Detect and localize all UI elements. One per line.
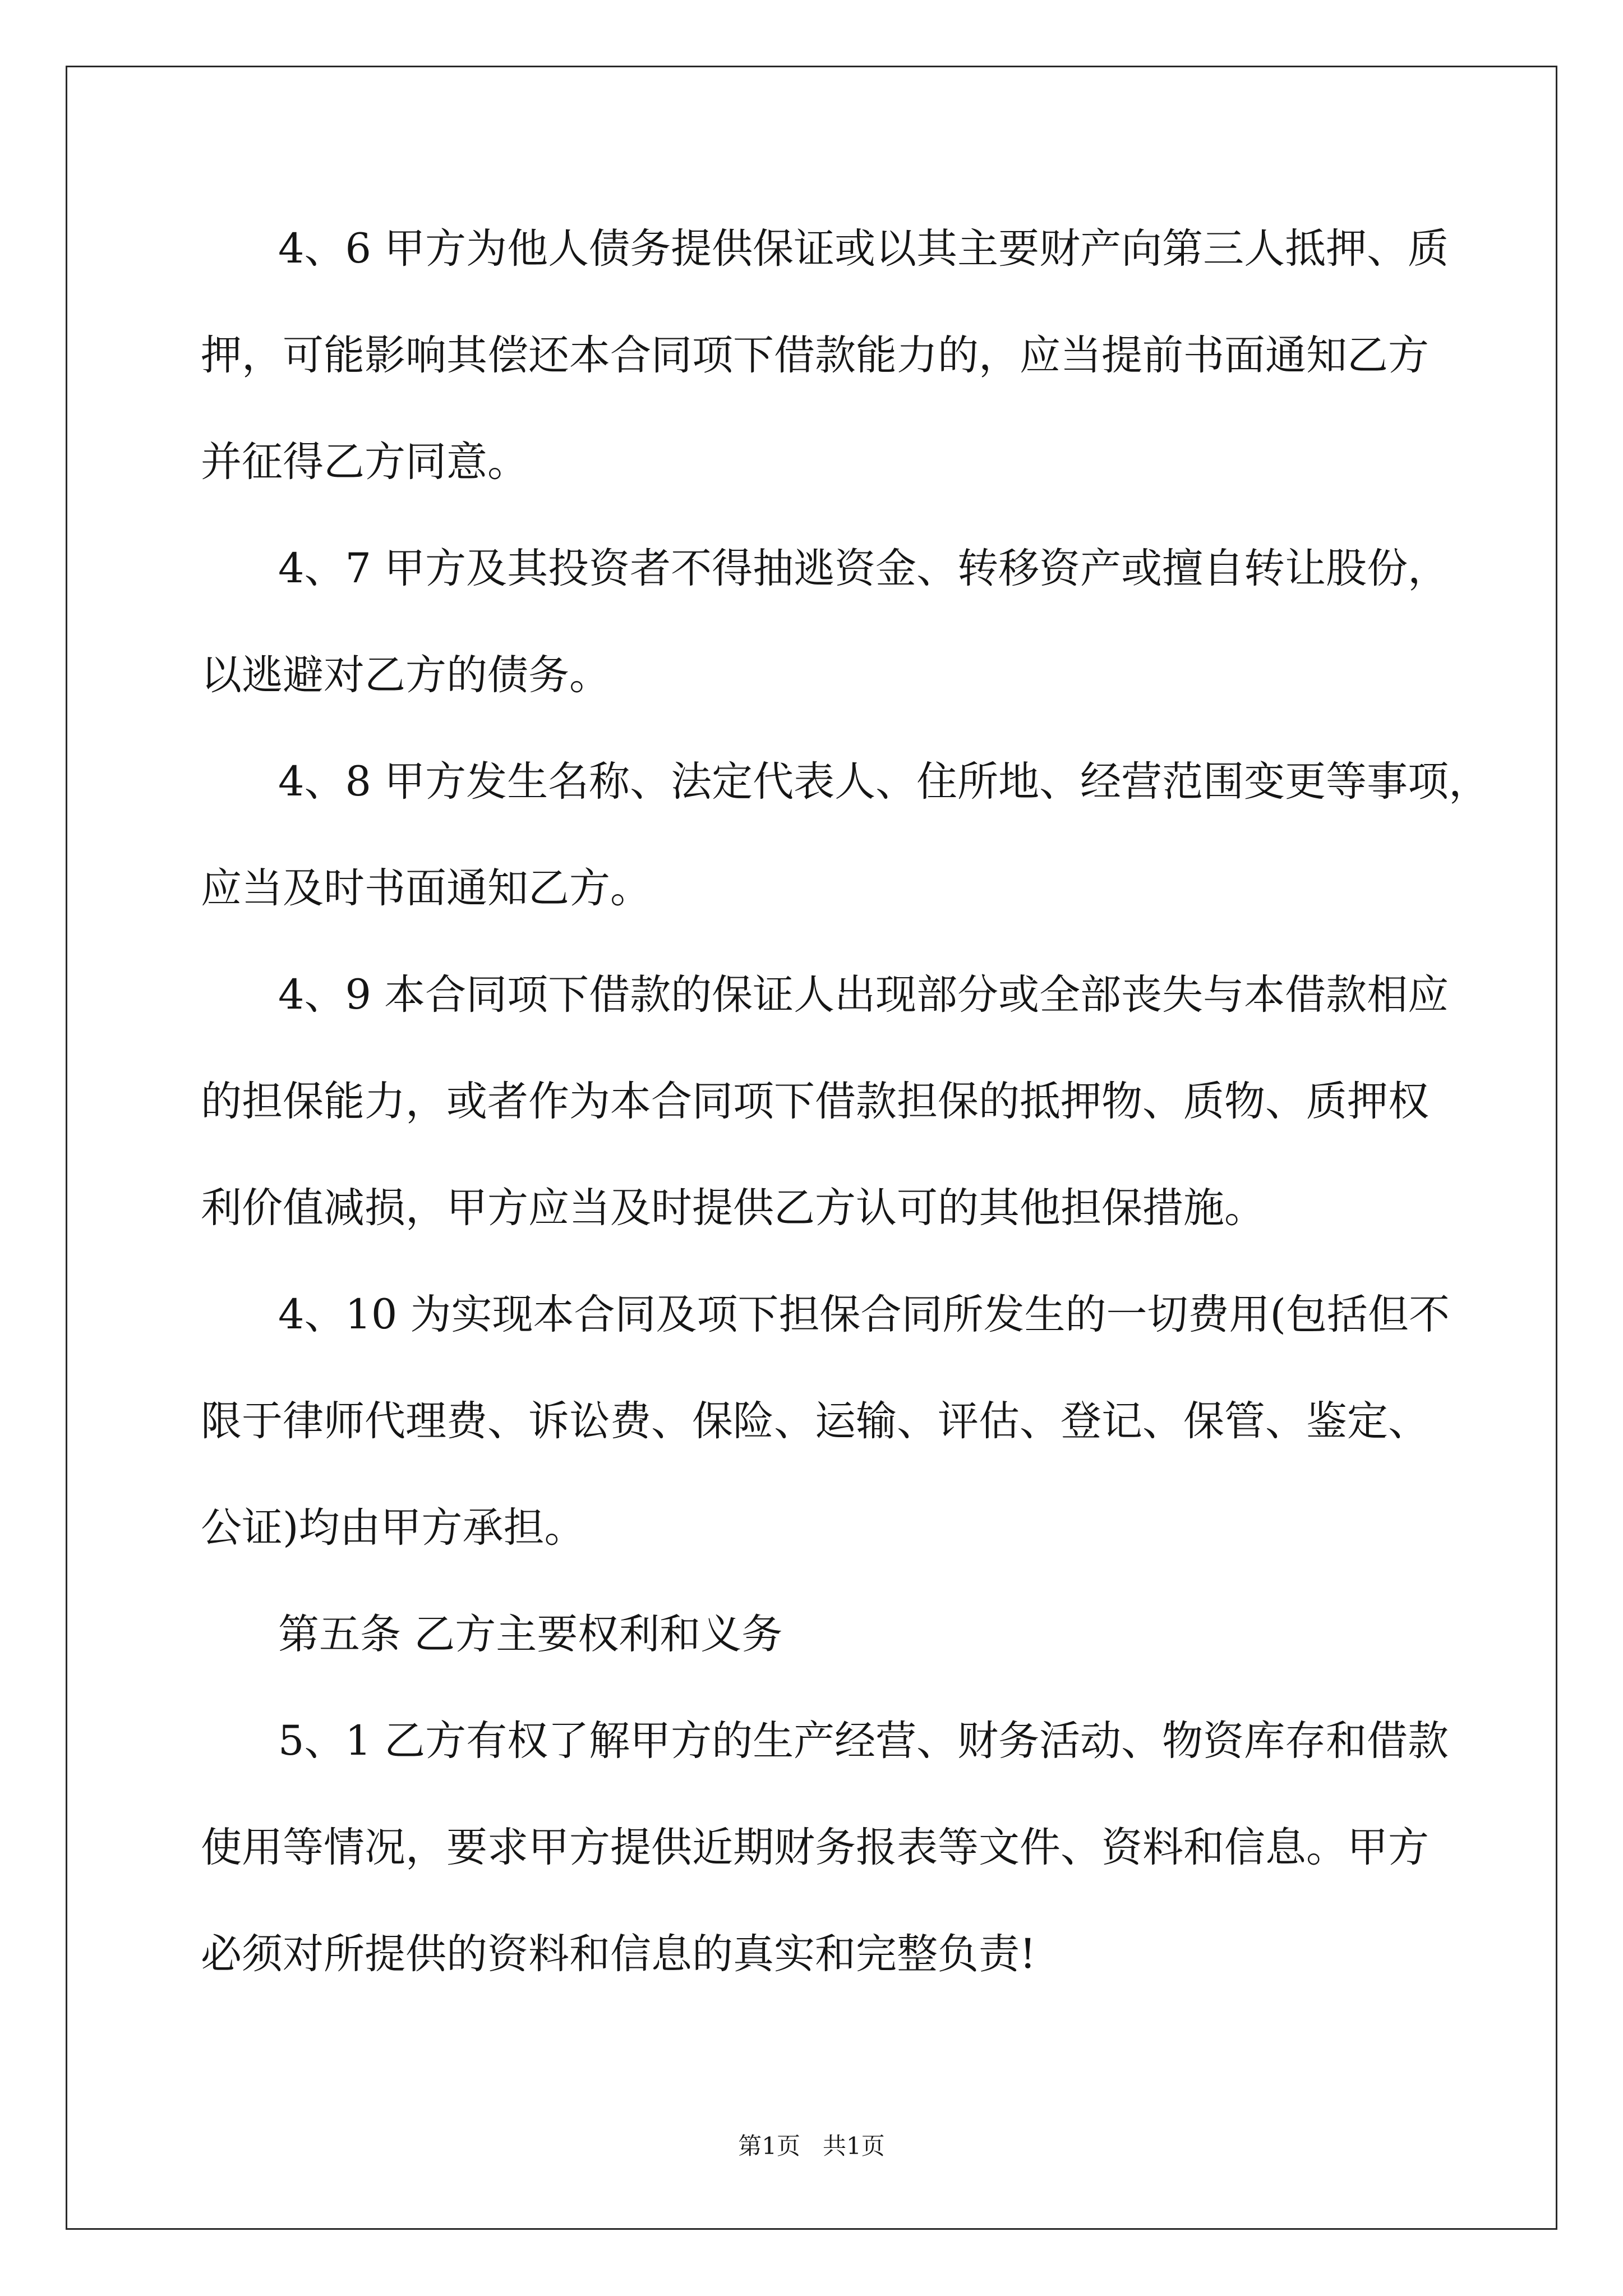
text-line: 限于律师代理费、诉讼费、保险、运输、评估、登记、保管、鉴定、 (201, 1397, 1429, 1445)
clause-4-6 (201, 196, 1524, 516)
text-line: 应当及时书面通知乙方。 (201, 864, 651, 912)
text-line: 的担保能力，或者作为本合同项下借款担保的抵押物、质物、质押权 (201, 1078, 1429, 1125)
text-line: 4、10 为实现本合同及项下担保合同所发生的一切费用(包括但不 (278, 1291, 1450, 1338)
section-heading-article-5 (201, 1581, 1524, 1688)
clause-4-8 (201, 729, 1524, 942)
text-line: 以逃避对乙方的债务。 (201, 651, 610, 699)
clause-4-10 (201, 1262, 1524, 1581)
document-body (201, 196, 1524, 2008)
clause-5-1 (201, 1688, 1524, 2008)
text-line: 公证)均由甲方承担。 (201, 1504, 585, 1552)
page-number-footer: 第1页 共1页 (738, 2132, 885, 2160)
text-line: 4、6 甲方为他人债务提供保证或以其主要财产向第三人抵押、质 (278, 225, 1449, 273)
clause-4-9 (201, 942, 1524, 1262)
text-line: 使用等情况，要求甲方提供近期财务报表等文件、资料和信息。甲方 (201, 1824, 1429, 1871)
text-line: 并征得乙方同意。 (201, 438, 528, 486)
text-line: 必须对所提供的资料和信息的真实和完整负责! (201, 1930, 1036, 1978)
text-line: 5、1 乙方有权了解甲方的生产经营、财务活动、物资库存和借款 (278, 1717, 1449, 1765)
text-line: 押，可能影响其偿还本合同项下借款能力的，应当提前书面通知乙方 (201, 332, 1429, 379)
section-heading: 第五条 乙方主要权利和义务 (278, 1611, 783, 1658)
text-line: 4、8 甲方发生名称、法定代表人、住所地、经营范围变更等事项， (278, 758, 1490, 806)
text-line: 利价值减损，甲方应当及时提供乙方认可的其他担保措施。 (201, 1184, 1265, 1232)
text-line: 4、7 甲方及其投资者不得抽逃资金、转移资产或擅自转让股份， (278, 545, 1449, 592)
text-line: 4、9 本合同项下借款的保证人出现部分或全部丧失与本借款相应 (278, 971, 1449, 1019)
clause-4-7 (201, 516, 1524, 729)
